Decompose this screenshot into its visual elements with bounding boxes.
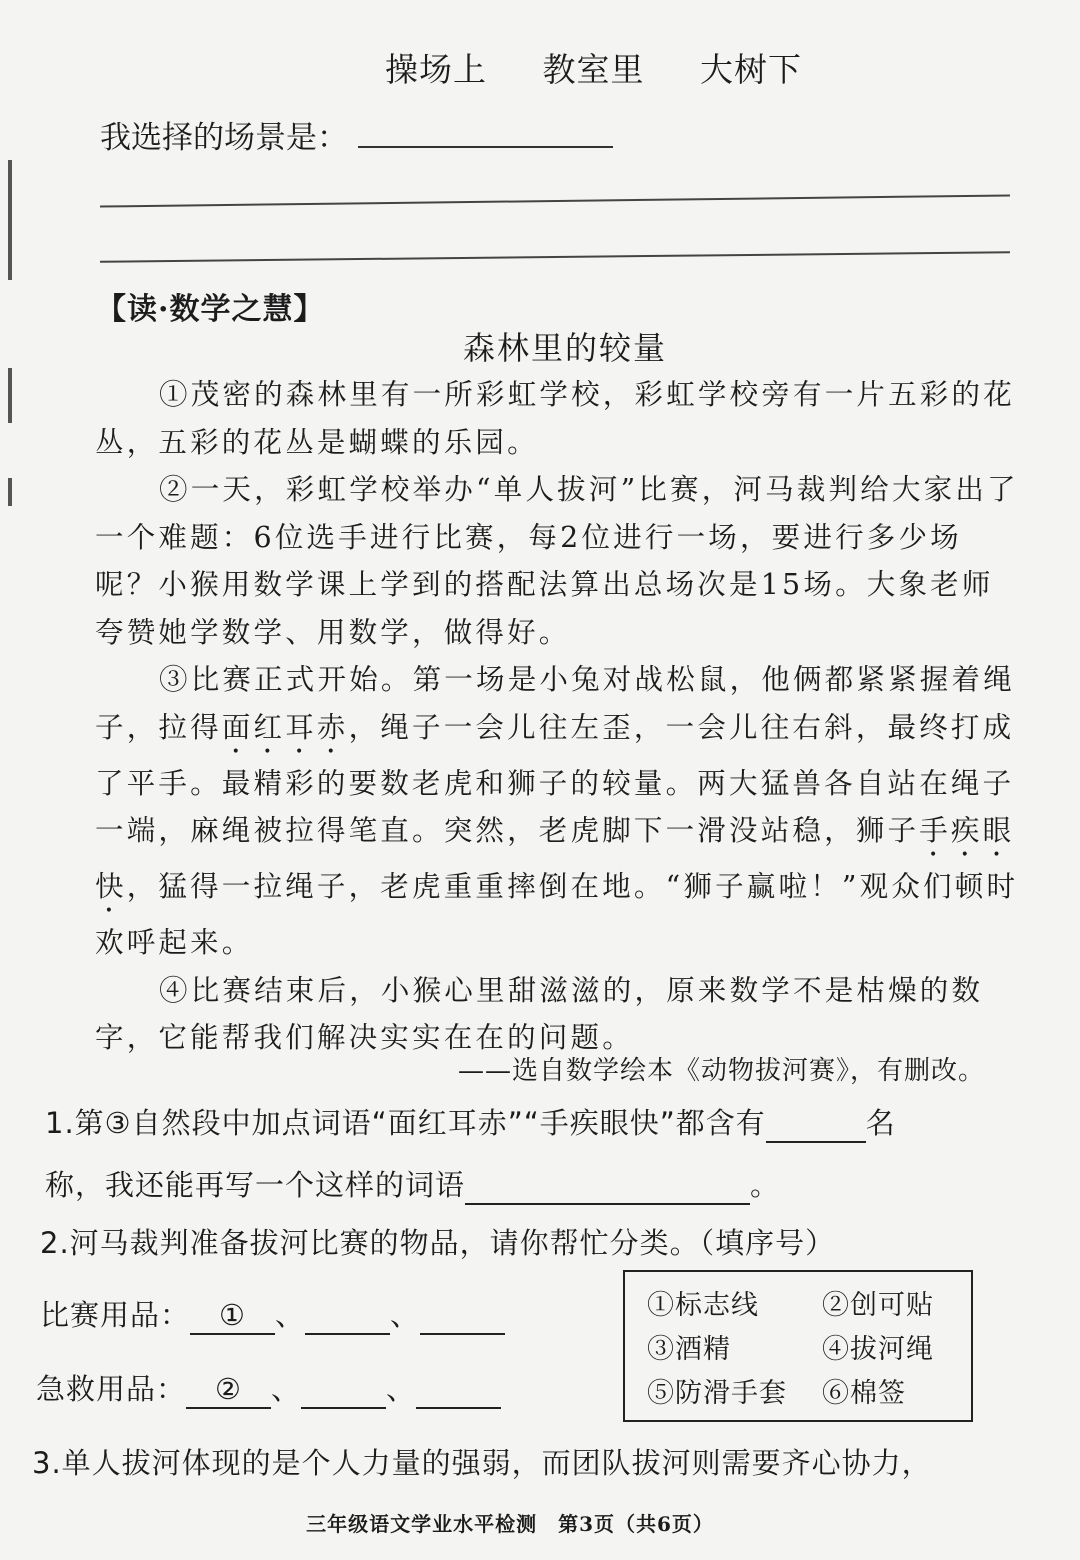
paragraph-2: ②一天，彩虹学校举办“单人拔河”比赛，河马裁判给大家出了一个难题：6位选手进行比赛，每2位进行一场，要进行多少场呢？小猴用数学课上学到的搭配法算出总场次是15场。大象老师夸赞她学数学、用数学，做得好。 <box>95 473 1019 649</box>
separator: 、 <box>275 1298 306 1332</box>
item-option: ①标志线 <box>647 1290 759 1321</box>
paragraph-3-text: ③比赛正式开始。第一场是小兔对战松鼠，他俩都紧紧握着绳子，拉得 <box>95 663 1015 744</box>
aid-items-blank-2[interactable] <box>301 1372 386 1409</box>
question-1-text-2: 称，我还能再写一个这样的词语 <box>45 1168 466 1202</box>
passage-title: 森林里的较量 <box>462 329 667 367</box>
scene-option: 操场上 <box>385 50 487 89</box>
question-3-text: 3.单人拔河体现的是个人力量的强弱，而团队拔河则需要齐心协力， <box>32 1446 932 1480</box>
paragraph-1: ①茂密的森林里有一所彩虹学校，彩虹学校旁有一片五彩的花丛，五彩的花丛是蝴蝶的乐园。 <box>95 378 1015 459</box>
question-1-line-1 <box>45 1106 896 1143</box>
scene-options <box>385 44 846 91</box>
choose-scene-row <box>100 112 613 157</box>
game-items-label: 比赛用品： <box>40 1298 191 1332</box>
scene-option: 教室里 <box>542 50 645 89</box>
game-items-blank-2[interactable] <box>305 1298 390 1335</box>
question-1-period: 。 <box>750 1168 781 1202</box>
item-option: ④拔河绳 <box>822 1334 934 1365</box>
question-1-line-2 <box>45 1168 780 1205</box>
scene-option: 大树下 <box>700 50 802 89</box>
item-option: ⑥棉签 <box>822 1378 906 1409</box>
item-option: ②创可贴 <box>822 1290 934 1321</box>
question-1-blank-2[interactable] <box>465 1168 750 1205</box>
question-1-blank-1[interactable] <box>766 1106 866 1143</box>
question-1-text: 1.第③自然段中加点词语“面红耳赤”“手疾眼快”都含有 <box>45 1106 766 1140</box>
item-option: ③酒精 <box>647 1334 731 1365</box>
game-items-row <box>40 1298 505 1335</box>
writing-line[interactable] <box>100 251 1010 263</box>
aid-items-blank-3[interactable] <box>416 1372 501 1409</box>
separator: 、 <box>271 1372 302 1406</box>
paragraph-3-text: ，猛得一拉绳子，老虎重重摔倒在地。“狮子赢啦！”观众们顿时欢呼起来。 <box>95 870 1019 959</box>
margin-mark <box>8 478 12 506</box>
separator: 、 <box>386 1372 417 1406</box>
aid-items-label: 急救用品： <box>36 1372 187 1406</box>
question-2-text: 2.河马裁判准备拔河比赛的物品，请你帮忙分类。（填序号） <box>40 1226 836 1260</box>
dotted-word: 面红耳赤 <box>221 710 349 744</box>
paragraph-3-text: ，绳子一会儿往左歪，一会儿往右斜，最终打成了平手。最精彩的要数老虎和狮子的较量。两大猛兽各自站在绳子一端，麻绳被拉得笔直。突然，老虎脚下一滑没站稳，狮子 <box>95 710 1015 847</box>
choose-scene-blank[interactable] <box>358 146 613 148</box>
page-footer: 三年级语文学业水平检测 第3页（共6页） <box>306 1512 714 1536</box>
section-heading: 【读·数学之慧】 <box>96 292 325 327</box>
writing-line[interactable] <box>100 194 1010 207</box>
paragraph-4: ④比赛结束后，小猴心里甜滋滋的，原来数学不是枯燥的数字，它能帮我们解决实实在在的问题。 <box>95 973 984 1054</box>
aid-items-row <box>36 1372 501 1409</box>
question-1-text-end: 名 <box>865 1106 896 1140</box>
game-items-blank-1[interactable]: ① <box>190 1298 275 1335</box>
paragraph-3 <box>95 656 1020 967</box>
item-options-box <box>623 1270 973 1422</box>
passage-source: ——选自数学绘本《动物拔河赛》，有删改。 <box>457 1056 985 1086</box>
game-items-blank-3[interactable] <box>420 1298 505 1335</box>
choose-scene-label: 我选择的场景是： <box>100 120 348 156</box>
margin-mark <box>8 160 12 280</box>
passage-body <box>95 371 1020 1062</box>
item-option: ⑤防滑手套 <box>647 1378 787 1409</box>
margin-mark <box>8 368 12 423</box>
aid-items-blank-1[interactable]: ② <box>186 1372 271 1409</box>
separator: 、 <box>390 1298 421 1332</box>
dotted-word: 手疾眼快 <box>95 814 1015 903</box>
